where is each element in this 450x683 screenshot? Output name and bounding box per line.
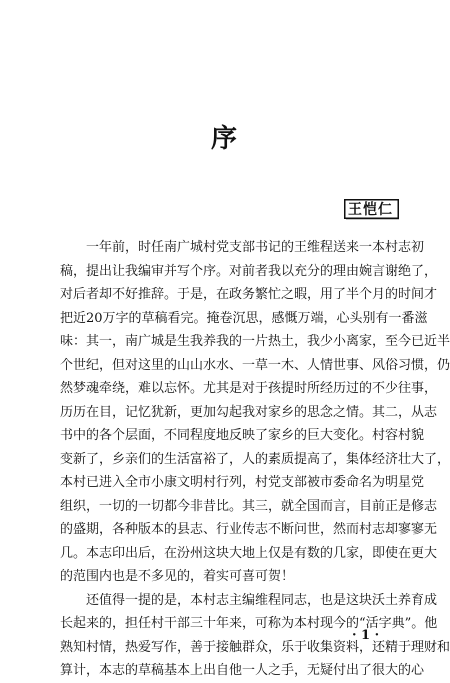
page-title: 序 — [210, 124, 239, 154]
preface-body — [60, 236, 450, 683]
text-line: 味：其一，南广城是生我养我的一片热土，我少小离家，至今已近半 — [60, 334, 450, 349]
text-line: 长起来的，担任村干部三十年来，可称为本村现今的“活字典”。他 — [60, 616, 438, 631]
text-line: 个世纪，但对这里的山山水水、一草一木、人情世事、风俗习惯，仍 — [60, 357, 450, 373]
text-line: 组织，一切的一切都今非昔比。其三，就全国而言，目前正是修志 — [60, 498, 438, 514]
text-line: 几。本志印出后，在汾州这块大地上仅是有数的几家，即使在更大 — [60, 545, 438, 561]
text-line: 的盛期，各种版本的县志、行业传志不断问世，然而村志却寥寥无 — [60, 522, 438, 537]
text-line: 对后者却不好推辞。于是，在政务繁忙之暇，用了半个月的时间才 — [60, 287, 438, 302]
text-line: 然梦魂牵绕，难以忘怀。尤其是对于孩提时所经历过的不少往事， — [60, 381, 438, 396]
page-number: · 1 · — [352, 628, 380, 643]
text-line: 把近20万字的草稿看完。掩卷沉思，感慨万端，心头别有一番滋 — [60, 310, 428, 326]
text-line: 稿，提出让我编审并写个序。对前者我以充分的理由婉言谢绝了， — [60, 263, 438, 279]
author-signature-stamp — [344, 199, 399, 219]
author-name: 王恺仁 — [348, 202, 393, 218]
text-line: 变新了，乡亲们的生活富裕了，人的素质提高了，集体经济壮大了， — [60, 451, 450, 467]
text-line: 一年前，时任南广城村党支部书记的王维程送来一本村志初 — [86, 240, 425, 255]
text-line: 的范围内也是不多见的，着实可喜可贺！ — [60, 569, 295, 584]
text-line: 书中的各个层面，不同程度地反映了家乡的巨大变化。村容村貌 — [60, 428, 425, 443]
text-line: 算计，本志的草稿基本上出自他一人之手，无疑付出了很大的心 — [60, 663, 425, 678]
signature-box — [344, 199, 399, 219]
text-line: 历历在目，记忆犹新，更加勾起我对家乡的思念之情。其二，从志 — [60, 404, 438, 420]
text-line: 还值得一提的是，本村志主编维程同志，也是这块沃土养育成 — [86, 592, 438, 608]
text-line: 熟知村情，热爱写作，善于接触群众，乐于收集资料，还精于理财和 — [60, 639, 450, 655]
text-line: 本村已进入全市小康文明村行列，村党支部被市委命名为明星党 — [60, 475, 425, 490]
